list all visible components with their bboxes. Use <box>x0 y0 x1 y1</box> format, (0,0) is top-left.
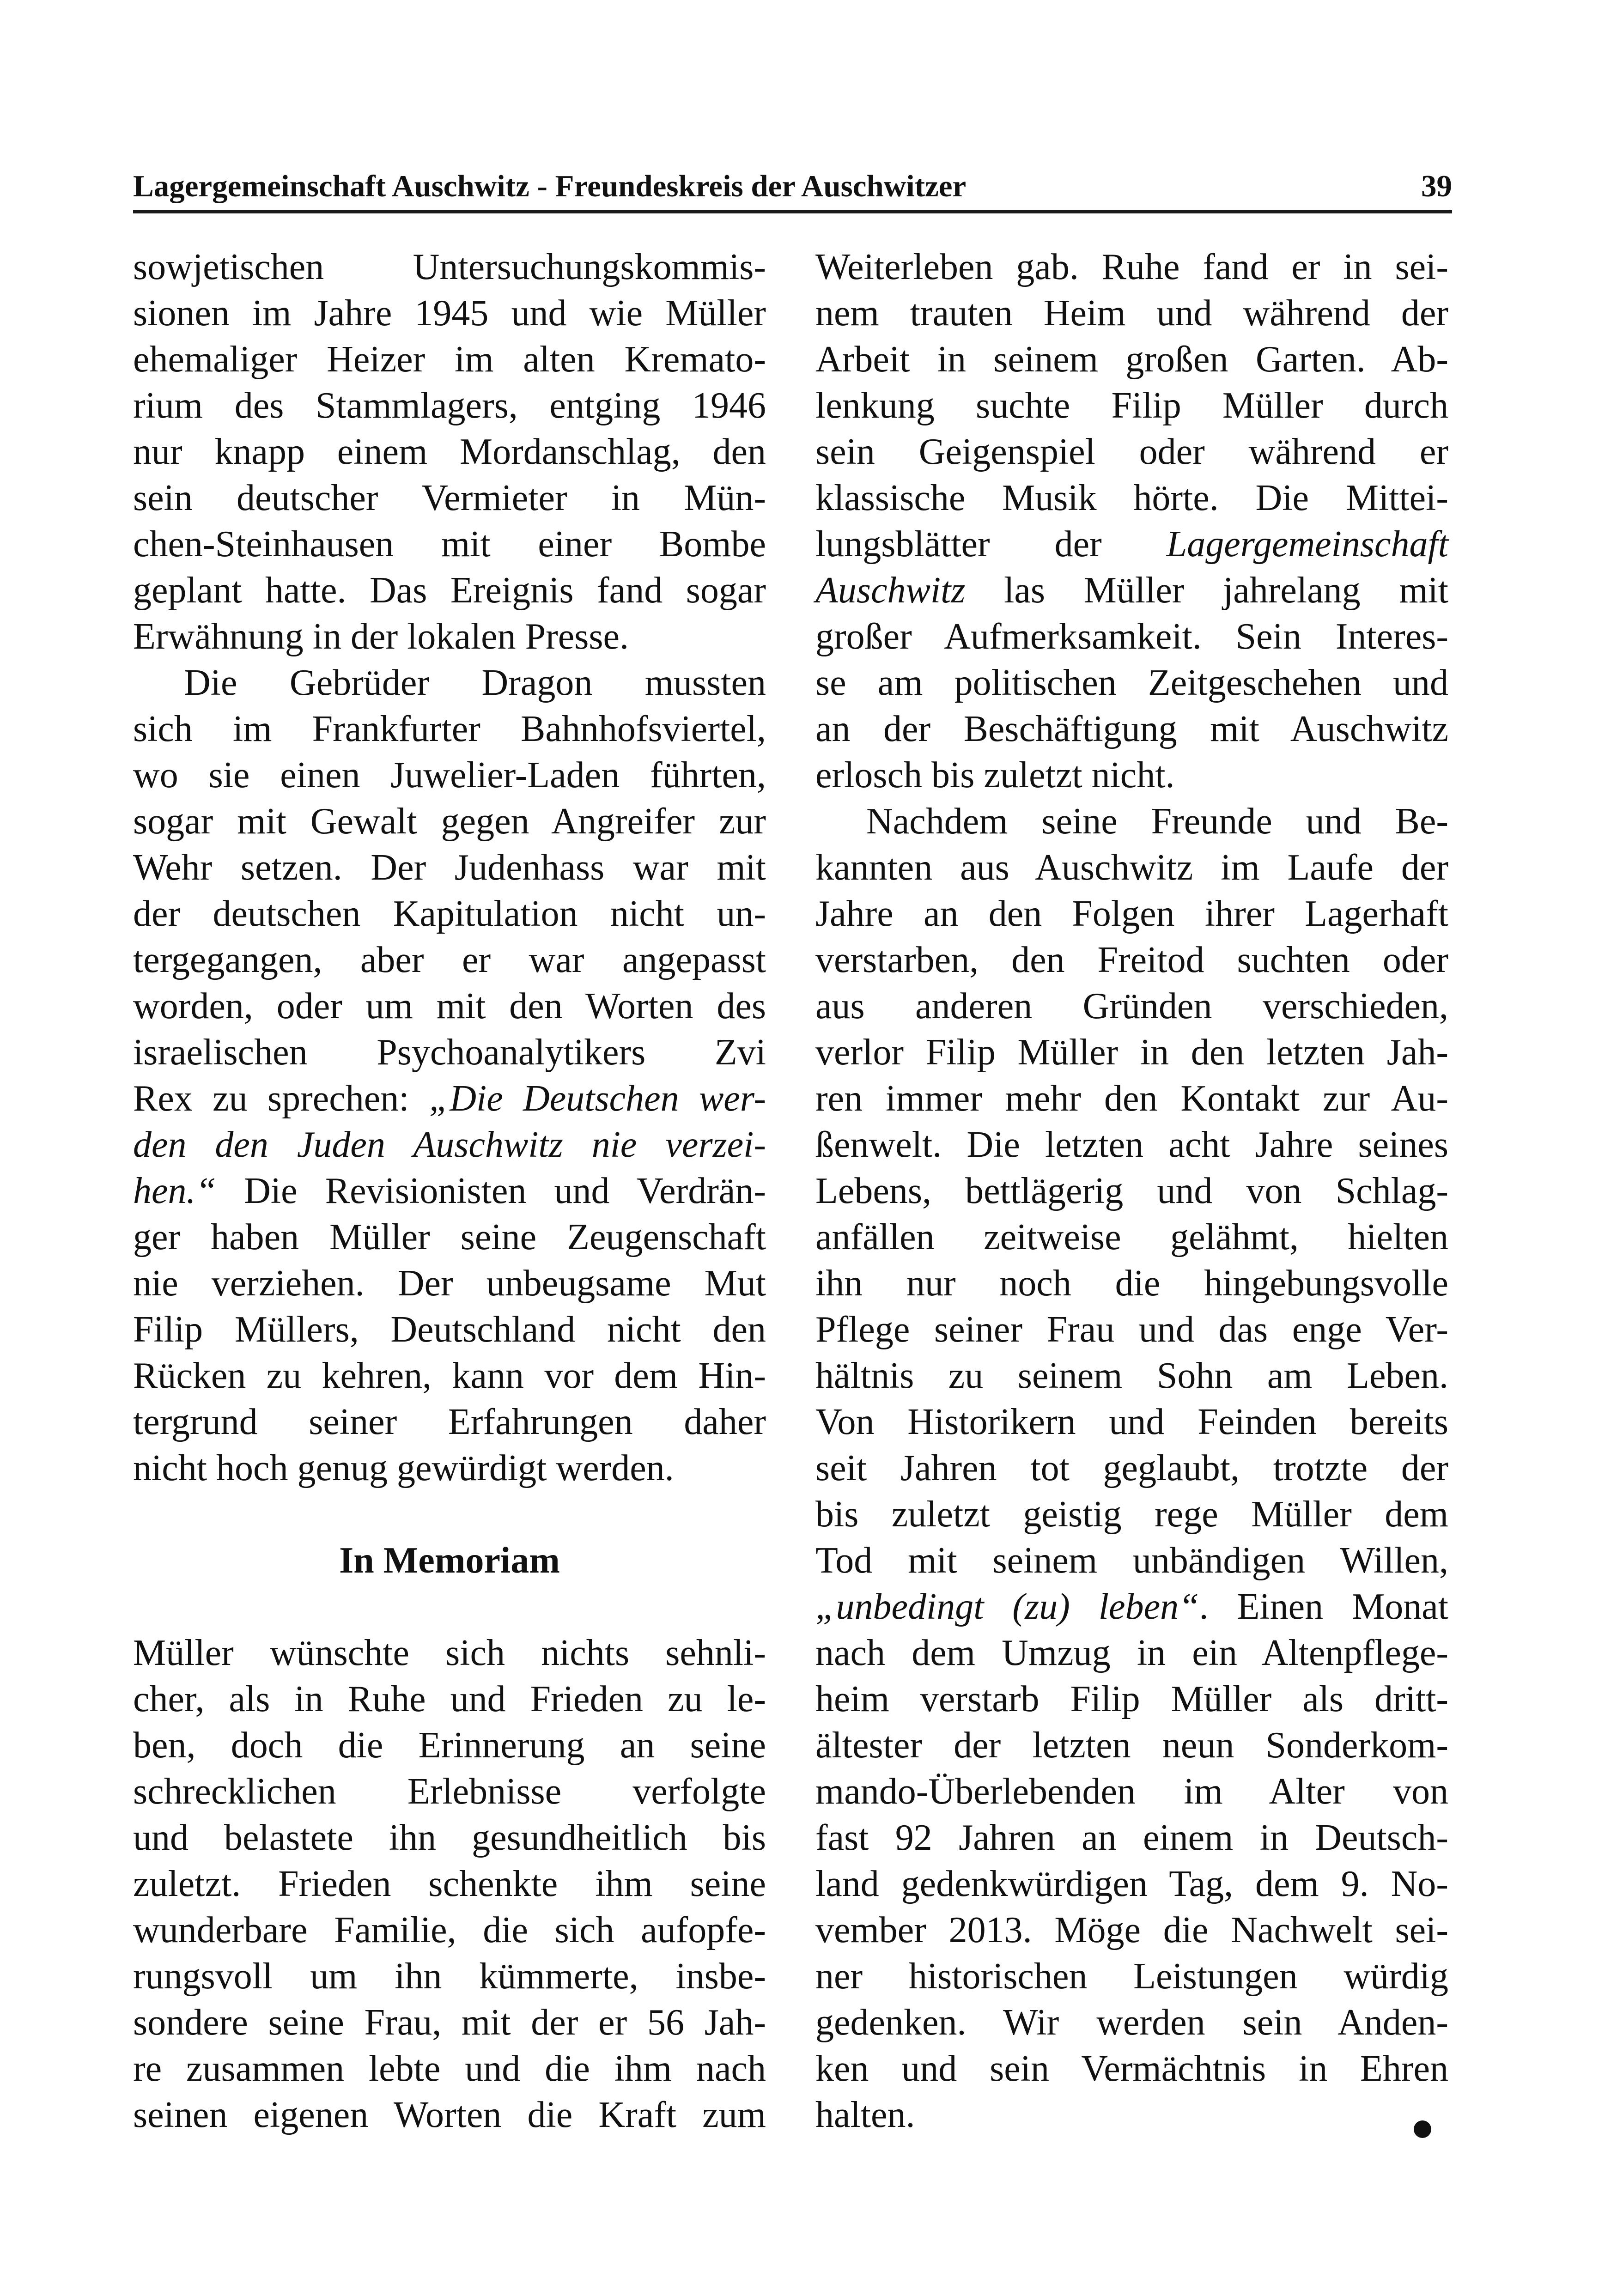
page-number: 39 <box>1421 169 1452 203</box>
quote-italic: hen.“ <box>133 1171 216 1211</box>
text-line <box>133 1168 766 1214</box>
text-line: wunderbare Familie, die sich aufopfe- <box>133 1910 766 1950</box>
left-column <box>133 244 766 2138</box>
text-line: sondere seine Frau, mit der er 56 Jah- <box>133 2002 766 2043</box>
text-line: Tod mit seinem unbändigen Willen, <box>815 1540 1448 1581</box>
text-line: verlor Filip Müller in den letzten Jah- <box>815 1032 1448 1073</box>
text-segment: Die Revisionisten und Verdrän- <box>216 1171 766 1211</box>
text-line: tergrund seiner Erfahrungen daher <box>133 1402 766 1442</box>
publication-title-italic: Lagergemeinschaft <box>1166 524 1448 565</box>
text-line: klassische Musik hörte. Die Mittei- <box>815 478 1448 518</box>
spacer <box>133 1584 766 1630</box>
text-line: erlosch bis zuletzt nicht. <box>815 755 1175 796</box>
text-line: gedenken. Wir werden sein Anden- <box>815 2002 1448 2043</box>
text-line <box>815 521 1448 567</box>
text-line: hältnis zu seinem Sohn am Leben. <box>815 1355 1448 1396</box>
text-line: re zusammen lebte und die ihm nach <box>133 2048 766 2089</box>
text-line: Erwähnung in der lokalen Presse. <box>133 616 629 657</box>
text-line: anfällen zeitweise gelähmt, hielten <box>815 1217 1448 1257</box>
running-title: Lagergemeinschaft Auschwitz - Freundeskreis der Auschwitzer <box>133 169 967 203</box>
text-line: seinen eigenen Worten die Kraft zum <box>133 2095 766 2135</box>
text-line: geplant hatte. Das Ereignis fand sogar <box>133 570 766 611</box>
text-line: se am politischen Zeitgeschehen und <box>815 662 1448 703</box>
text-line: cher, als in Ruhe und Frieden zu le- <box>133 1679 766 1719</box>
text-line: ren immer mehr den Kontakt zur Au- <box>815 1078 1448 1119</box>
text-line: ger haben Müller seine Zeugenschaft <box>133 1217 766 1257</box>
text-line: bis zuletzt geistig rege Müller dem <box>815 1494 1448 1535</box>
text-line: und belastete ihn gesundheitlich bis <box>133 1817 766 1858</box>
text-line: rium des Stammlagers, entging 1946 <box>133 385 766 426</box>
text-line: ehemaliger Heizer im alten Kremato- <box>133 339 766 380</box>
text-line: wo sie einen Juwelier-Laden führten, <box>133 755 766 796</box>
text-line: tergegangen, aber er war angepasst <box>133 940 766 980</box>
text-line: an der Beschäftigung mit Auschwitz <box>815 709 1448 749</box>
text-line: ihn nur noch die hingebungsvolle <box>815 1263 1448 1304</box>
text-segment: . Einen Monat <box>1199 1586 1448 1627</box>
text-line: nur knapp einem Mordanschlag, den <box>133 431 766 472</box>
text-line <box>815 1584 1448 1630</box>
text-segment: las Müller jahrelang mit <box>965 570 1448 611</box>
text-line: sich im Frankfurter Bahnhofsviertel, <box>133 709 766 749</box>
spacer <box>133 1491 766 1537</box>
text-line <box>133 1075 766 1122</box>
text-line: ner historischen Leistungen würdig <box>815 1956 1448 1997</box>
text-line: sein Geigenspiel oder während er <box>815 431 1448 472</box>
text-line: kannten aus Auschwitz im Laufe der <box>815 847 1448 888</box>
text-line: Filip Müllers, Deutschland nicht den <box>133 1309 766 1350</box>
publication-title-italic: Auschwitz <box>815 570 966 611</box>
end-of-article-bullet-icon <box>1414 2120 1431 2138</box>
text-line: Wehr setzen. Der Judenhass war mit <box>133 847 766 888</box>
text-line: fast 92 Jahren an einem in Deutsch- <box>815 1817 1448 1858</box>
text-line: Rücken zu kehren, kann vor dem Hin- <box>133 1355 766 1396</box>
text-line: schrecklichen Erlebnisse verfolgte <box>133 1771 766 1812</box>
text-line: nach dem Umzug in ein Altenpflege- <box>815 1633 1448 1673</box>
text-line: Müller wünschte sich nichts sehnli- <box>133 1633 766 1673</box>
text-line: Jahre an den Folgen ihrer Lagerhaft <box>815 893 1448 934</box>
text-line: Arbeit in seinem großen Garten. Ab- <box>815 339 1448 380</box>
text-line: sogar mit Gewalt gegen Angreifer zur <box>133 801 766 842</box>
text-line: israelischen Psychoanalytikers Zvi <box>133 1032 766 1073</box>
text-line: heim verstarb Filip Müller als dritt- <box>815 1679 1448 1719</box>
text-line: ben, doch die Erinnerung an seine <box>133 1725 766 1766</box>
text-line: Weiterleben gab. Ruhe fand er in sei- <box>815 247 1448 287</box>
text-line: mando-Überlebenden im Alter von <box>815 1771 1448 1812</box>
text-line: sowjetischen Untersuchungskommis- <box>133 247 766 287</box>
text-line: worden, oder um mit den Worten des <box>133 986 766 1027</box>
quote-italic: „Die Deutschen wer- <box>429 1078 766 1119</box>
text-line: Nachdem seine Freunde und Be- <box>866 801 1448 842</box>
text-line: sionen im Jahre 1945 und wie Müller <box>133 293 766 334</box>
text-line: verstarben, den Freitod suchten oder <box>815 940 1448 980</box>
text-segment: Rex zu sprechen: <box>133 1078 429 1119</box>
text-line: aus anderen Gründen verschieden, <box>815 986 1448 1027</box>
quote-italic: „unbedingt (zu) leben“ <box>815 1586 1199 1627</box>
text-line: nem trauten Heim und während der <box>815 293 1448 334</box>
text-segment: lungsblätter der <box>815 524 1167 565</box>
text-line: land gedenkwürdigen Tag, dem 9. No- <box>815 1864 1448 1904</box>
text-line: großer Aufmerksamkeit. Sein Interes- <box>815 616 1448 657</box>
text-line: ken und sein Vermächtnis in Ehren <box>815 2048 1448 2089</box>
text-line: Von Historikern und Feinden bereits <box>815 1402 1448 1442</box>
text-line: Lebens, bettlägerig und von Schlag- <box>815 1171 1448 1211</box>
text-line: halten. <box>815 2095 915 2135</box>
text-line: ßenwelt. Die letzten acht Jahre seines <box>815 1124 1448 1165</box>
text-line: lenkung suchte Filip Müller durch <box>815 385 1448 426</box>
text-line: rungsvoll um ihn kümmerte, insbe- <box>133 1956 766 1997</box>
text-line: chen-Steinhausen mit einer Bombe <box>133 524 766 565</box>
text-line: Die Gebrüder Dragon mussten <box>184 662 766 703</box>
text-line: nicht hoch genug gewürdigt werden. <box>133 1448 674 1488</box>
text-line: vember 2013. Möge die Nachwelt sei- <box>815 1910 1448 1950</box>
running-header <box>133 159 1452 213</box>
right-column <box>815 244 1448 2138</box>
text-line <box>815 567 1448 613</box>
text-line: zuletzt. Frieden schenkte ihm seine <box>133 1864 766 1904</box>
text-line: seit Jahren tot geglaubt, trotzte der <box>815 1448 1448 1488</box>
text-line <box>133 1122 766 1168</box>
quote-italic: den den Juden Auschwitz nie verzei- <box>133 1124 766 1165</box>
text-line: der deutschen Kapitulation nicht un- <box>133 893 766 934</box>
text-line: ältester der letzten neun Sonderkom- <box>815 1725 1448 1766</box>
text-line: nie verziehen. Der unbeugsame Mut <box>133 1263 766 1304</box>
section-heading: In Memoriam <box>339 1540 560 1581</box>
text-line: sein deutscher Vermieter in Mün- <box>133 478 766 518</box>
text-line: Pflege seiner Frau und das enge Ver- <box>815 1309 1448 1350</box>
